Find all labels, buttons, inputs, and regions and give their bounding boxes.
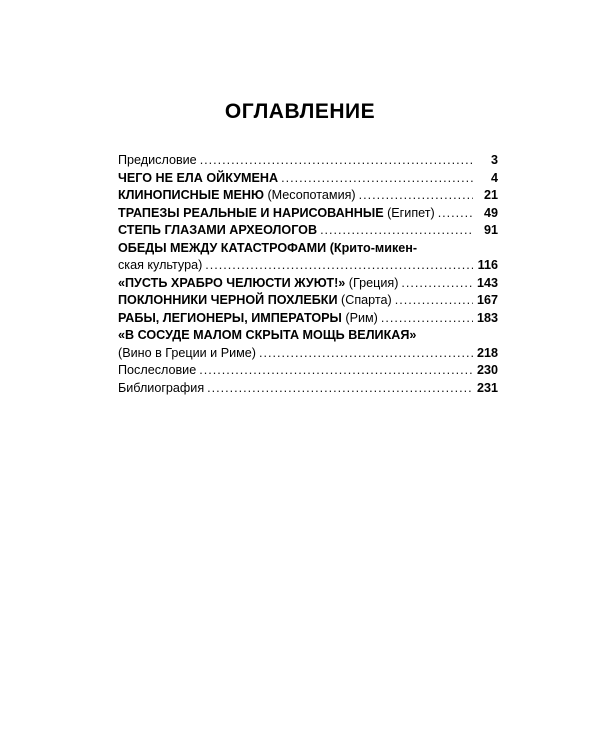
toc-page-number: 143 [476,275,498,290]
toc-entry-title: Библиография [118,380,205,395]
toc-entry-title: СТЕПЬ ГЛАЗАМИ АРХЕОЛОГОВ [118,223,318,237]
dot-leader [395,292,473,310]
toc-entry-sparta[interactable] [118,292,498,310]
toc-page-number: 91 [483,223,498,237]
toc-entry-title-continued: ская культура) [118,258,203,272]
toc-entry-subtitle: (Месопотамия) [263,188,356,202]
toc-entry-title: ТРАПЕЗЫ РЕАЛЬНЫЕ И НАРИСОВАННЫЕ [118,205,384,220]
dot-leader [207,380,473,398]
toc-page-number: 167 [476,293,498,307]
toc-entry-bibliography[interactable] [118,380,498,398]
toc-entry-steppe[interactable] [118,222,498,240]
toc-entry-oikumena[interactable] [118,170,498,188]
dot-leader [401,275,473,293]
toc-entry-title: РАБЫ, ЛЕГИОНЕРЫ, ИМПЕРАТОРЫ [118,310,342,325]
toc-entry-title: ОБЕДЫ МЕЖДУ КАТАСТРОФАМИ (Крито-микен- [118,240,418,255]
toc-entry-crete[interactable] [118,240,498,275]
toc-entry-title: Послесловие [118,363,197,377]
toc-page-number: 230 [476,363,498,377]
dot-leader [259,345,473,363]
toc-page-number: 49 [483,205,498,220]
toc-entry-title: «В СОСУДЕ МАЛОМ СКРЫТА МОЩЬ ВЕЛИКАЯ» [118,328,417,342]
dot-leader [200,152,473,170]
toc-entry-rome[interactable] [118,310,498,328]
toc-entry-title: КЛИНОПИСНЫЕ МЕНЮ [118,188,264,202]
toc-entry-title: Предисловие [118,153,197,167]
toc-page-number: 3 [490,153,498,167]
toc-entry-title: «ПУСТЬ ХРАБРО ЧЕЛЮСТИ ЖУЮТ!» [118,275,346,290]
dot-leader [205,257,473,275]
toc-page-number: 183 [476,310,498,325]
toc-entry-title-continued: (Вино в Греции и Риме) [118,345,257,360]
toc-entry-greece[interactable] [118,275,498,293]
dot-leader [281,170,473,188]
toc-page-number: 218 [476,345,498,360]
toc-entry-mesopotamia[interactable] [118,187,498,205]
toc-entry-subtitle: (Рим) [341,310,378,325]
dot-leader [381,310,473,328]
table-of-contents [118,152,498,397]
dot-leader [359,187,473,205]
dot-leader [320,222,473,240]
toc-entry-subtitle: (Египет) [383,205,435,220]
toc-entry-wine[interactable] [118,327,498,362]
dot-leader [199,362,473,380]
toc-entry-title: ЧЕГО НЕ ЕЛА ОЙКУМЕНА [118,170,279,185]
page-title: ОГЛАВЛЕНИЕ [224,100,376,123]
toc-entry-title: ПОКЛОННИКИ ЧЕРНОЙ ПОХЛЕБКИ [118,293,338,307]
toc-page-number: 231 [476,380,498,395]
toc-entry-preface[interactable] [118,152,498,170]
dot-leader [438,205,473,223]
toc-entry-subtitle: (Спарта) [337,293,392,307]
toc-page-number: 116 [477,258,498,272]
toc-entry-subtitle: (Греция) [345,275,399,290]
toc-entry-egypt[interactable] [118,205,498,223]
toc-page-number: 21 [483,188,498,202]
toc-entry-afterword[interactable] [118,362,498,380]
toc-page-number: 4 [490,170,498,185]
